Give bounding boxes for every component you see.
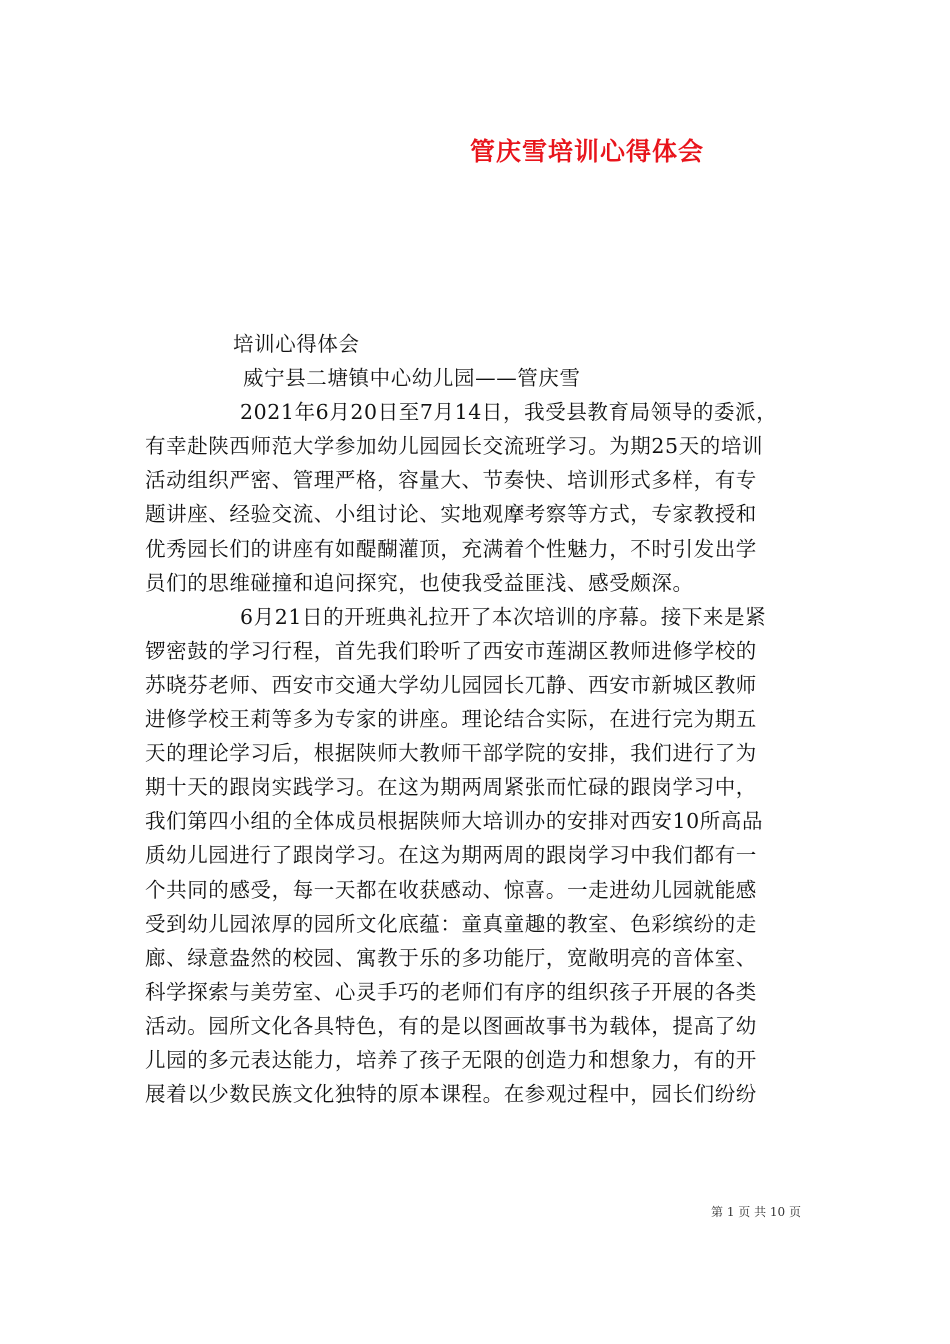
author-line: 威宁县二塘镇中心幼儿园——管庆雪: [243, 366, 581, 391]
paragraph-line: 儿园的多元表达能力，培养了孩子无限的创造力和想象力，有的开: [145, 1047, 757, 1072]
paragraph-line: 有幸赴陕西师范大学参加幼儿园园长交流班学习。为期25天的培训: [145, 434, 764, 459]
paragraph-line: 活动组织严密、管理严格，容量大、节奏快、培训形式多样，有专: [145, 468, 757, 493]
paragraph-line: 科学探索与美劳室、心灵手巧的老师们有序的组织孩子开展的各类: [145, 979, 757, 1004]
page-indicator: 第 1 页 共 10 页: [711, 1205, 801, 1219]
paragraph-line: 活动。园所文化各具特色，有的是以图画故事书为载体，提高了幼: [145, 1013, 757, 1038]
document-body: [145, 327, 825, 1111]
paragraph-line: 质幼儿园进行了跟岗学习。在这为期两周的跟岗学习中我们都有一: [145, 843, 757, 868]
paragraph-line: 进修学校王莉等多为专家的讲座。理论结合实际，在进行完为期五: [145, 707, 757, 732]
document-title: 管庆雪培训心得体会: [470, 137, 705, 166]
paragraph-line: 优秀园长们的讲座有如醍醐灌顶，充满着个性魅力，不时引发出学: [145, 536, 757, 561]
paragraph-line: 个共同的感受，每一天都在收获感动、惊喜。一走进幼儿园就能感: [145, 877, 757, 902]
paragraph-line: 题讲座、经验交流、小组讨论、实地观摩考察等方式，专家教授和: [145, 502, 757, 527]
paragraph-line: 期十天的跟岗实践学习。在这为期两周紧张而忙碌的跟岗学习中，: [145, 775, 757, 800]
paragraph-line: 员们的思维碰撞和追问探究，也使我受益匪浅、感受颇深。: [145, 570, 694, 595]
paragraph-line: 苏晓芬老师、西安市交通大学幼儿园园长兀静、西安市新城区教师: [145, 672, 757, 697]
paragraph-line: 天的理论学习后，根据陕师大教师干部学院的安排，我们进行了为: [145, 741, 757, 766]
paragraph-line: 6月21日的开班典礼拉开了本次培训的序幕。接下来是紧: [240, 604, 767, 629]
paragraph-line: 受到幼儿园浓厚的园所文化底蕴：童真童趣的教室、色彩缤纷的走: [145, 911, 757, 936]
paragraph-line: 我们第四小组的全体成员根据陕师大培训办的安排对西安10所高品: [145, 809, 764, 834]
paragraph-line: 锣密鼓的学习行程，首先我们聆听了西安市莲湖区教师进修学校的: [145, 638, 757, 663]
paragraph-line: 展着以少数民族文化独特的原本课程。在参观过程中，园长们纷纷: [145, 1082, 757, 1107]
paragraph-line: 2021年6月20日至7月14日，我受县教育局领导的委派，: [240, 400, 778, 425]
section-heading: 培训心得体会: [233, 332, 360, 356]
paragraph-line: 廊、绿意盎然的校园、寓教于乐的多功能厅，宽敞明亮的音体室、: [145, 945, 757, 970]
